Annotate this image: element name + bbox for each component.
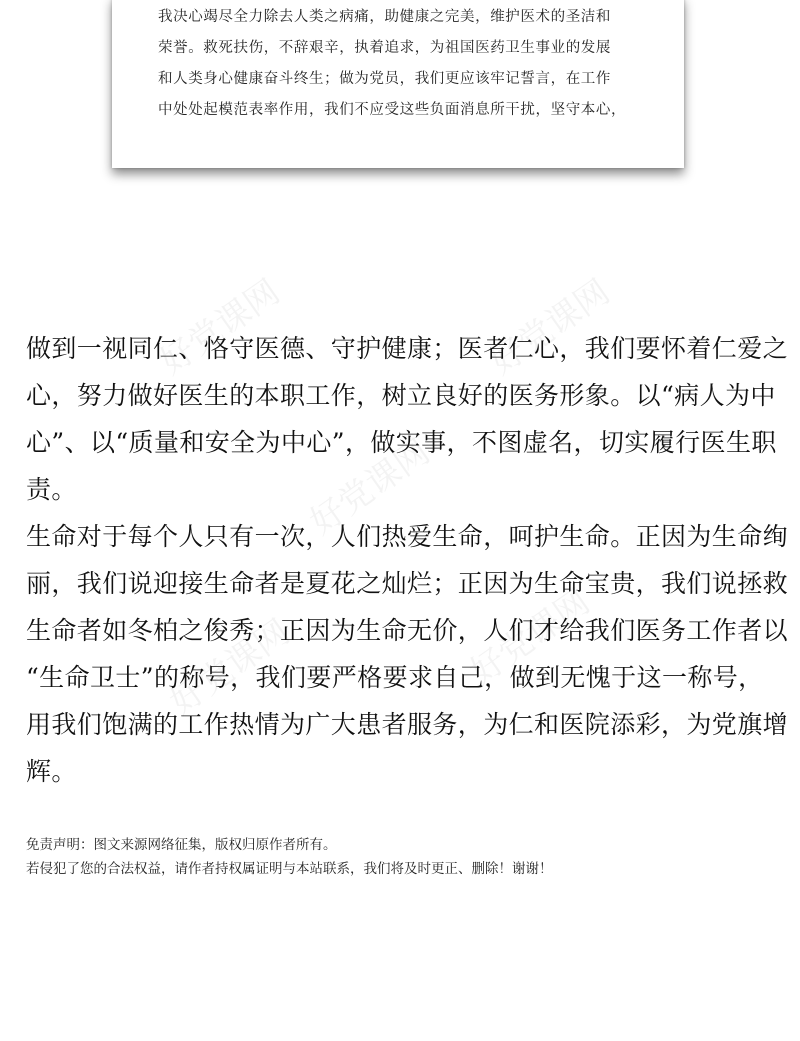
disclaimer xyxy=(26,833,553,881)
watermark: 好党课网 xyxy=(162,611,298,723)
watermark: 好党课网 xyxy=(152,271,288,383)
body-line: 用我们饱满的工作热情为广大患者服务，为仁和医院添彩，为党旗增 xyxy=(26,710,789,739)
disclaimer-line: 若侵犯了您的合法权益，请作者持权属证明与本站联系，我们将及时更正、删除！谢谢！ xyxy=(26,861,553,877)
excerpt-line: 荣誉。救死扶伤，不辞艰辛，执着追求，为祖国医药卫生事业的发展 xyxy=(158,40,611,56)
body-line: 心，努力做好医生的本职工作，树立良好的医务形象。以“病人为中 xyxy=(26,381,776,410)
document-excerpt-card xyxy=(112,0,684,168)
body-line: 辉。 xyxy=(26,757,77,786)
excerpt-line: 中处处起模范表率作用，我们不应受这些负面消息所干扰，坚守本心， xyxy=(158,102,627,118)
excerpt-line: 我决心竭尽全力除去人类之病痛，助健康之完美，维护医术的圣洁和 xyxy=(158,9,611,25)
body-line: 生命者如冬柏之俊秀；正因为生命无价，人们才给我们医务工作者以 xyxy=(26,616,789,645)
body-line: 丽，我们说迎接生命者是夏花之灿烂；正因为生命宝贵，我们说拯救 xyxy=(26,569,789,598)
body-line: 生命对于每个人只有一次，人们热爱生命，呵护生命。正因为生命绚 xyxy=(26,522,789,551)
body-text xyxy=(26,325,789,795)
excerpt-line: 和人类身心健康奋斗终生；做为党员，我们更应该牢记誓言，在工作 xyxy=(158,71,611,87)
watermark: 好党课网 xyxy=(482,271,618,383)
disclaimer-line: 免责声明：图文来源网络征集，版权归原作者所有。 xyxy=(26,837,337,853)
body-line: 心”、以“质量和安全为中心”，做实事，不图虚名，切实履行医生职 xyxy=(26,428,777,457)
watermark: 好党课网 xyxy=(302,431,438,543)
body-line: “生命卫士”的称号，我们要严格要求自己，做到无愧于这一称号， xyxy=(26,663,764,692)
watermark: 好党课网 xyxy=(462,581,598,693)
body-line: 责。 xyxy=(26,475,77,504)
body-line: 做到一视同仁、恪守医德、守护健康；医者仁心，我们要怀着仁爱之 xyxy=(26,334,789,363)
